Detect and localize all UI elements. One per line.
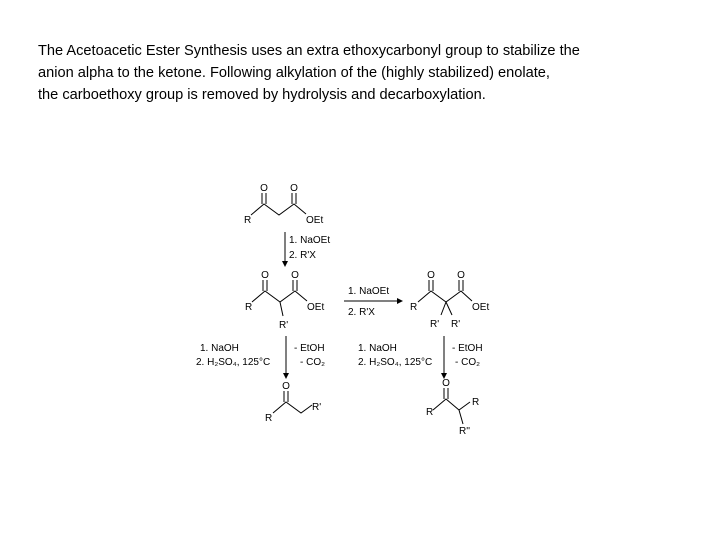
condition-text: 1. NaOEt bbox=[289, 235, 331, 246]
condition-text: 1. NaOH bbox=[358, 343, 397, 354]
ethoxy-label: OEt bbox=[306, 215, 324, 226]
condition-text: - CO₂ bbox=[300, 357, 325, 368]
r-group-label: R bbox=[472, 397, 480, 408]
r-group-label: R bbox=[265, 413, 273, 424]
oxygen-label: O bbox=[290, 183, 298, 194]
condition-text: 2. R'X bbox=[289, 250, 316, 261]
condition-text: - EtOH bbox=[452, 343, 483, 354]
condition-text: 2. H₂SO₄, 125°C bbox=[196, 357, 271, 368]
molecule-dialkyl-ketone-product bbox=[426, 378, 479, 437]
molecule-ethyl-acetoacetate bbox=[244, 183, 323, 226]
ethoxy-label: OEt bbox=[472, 302, 490, 313]
ethoxy-label: OEt bbox=[307, 302, 325, 313]
condition-text: - CO₂ bbox=[455, 357, 480, 368]
condition-text: 1. NaOH bbox=[200, 343, 239, 354]
molecule-dialkylated-ester bbox=[410, 270, 489, 330]
r-prime-label: R' bbox=[279, 320, 289, 331]
condition-text: 2. H₂SO₄, 125°C bbox=[358, 357, 433, 368]
intro-line: The Acetoacetic Ester Synthesis uses an extra ethoxycarbonyl group to stabilize the bbox=[38, 43, 580, 59]
oxygen-label: O bbox=[282, 381, 290, 392]
r-double-prime-label: R'' bbox=[459, 426, 471, 437]
r-prime-label: R' bbox=[430, 319, 440, 330]
r-prime-label: R' bbox=[312, 402, 322, 413]
r-group-label: R bbox=[426, 407, 434, 418]
molecule-ketone-product bbox=[265, 381, 321, 424]
r-group-label: R bbox=[245, 302, 253, 313]
oxygen-label: O bbox=[457, 270, 465, 281]
oxygen-label: O bbox=[260, 183, 268, 194]
oxygen-label: O bbox=[427, 270, 435, 281]
condition-text: - EtOH bbox=[294, 343, 325, 354]
oxygen-label: O bbox=[442, 378, 450, 389]
intro-line: anion alpha to the ketone. Following alkylation of the (highly stabilized) enolate, bbox=[38, 65, 550, 81]
molecule-monoalkylated-ester bbox=[245, 270, 324, 331]
oxygen-label: O bbox=[261, 270, 269, 281]
condition-text: 2. R'X bbox=[348, 307, 375, 318]
r-prime-label: R' bbox=[451, 319, 461, 330]
r-group-label: R bbox=[410, 302, 418, 313]
intro-line: the carboethoxy group is removed by hydrolysis and decarboxylation. bbox=[38, 87, 486, 103]
condition-text: 1. NaOEt bbox=[348, 286, 390, 297]
r-group-label: R bbox=[244, 215, 252, 226]
oxygen-label: O bbox=[291, 270, 299, 281]
